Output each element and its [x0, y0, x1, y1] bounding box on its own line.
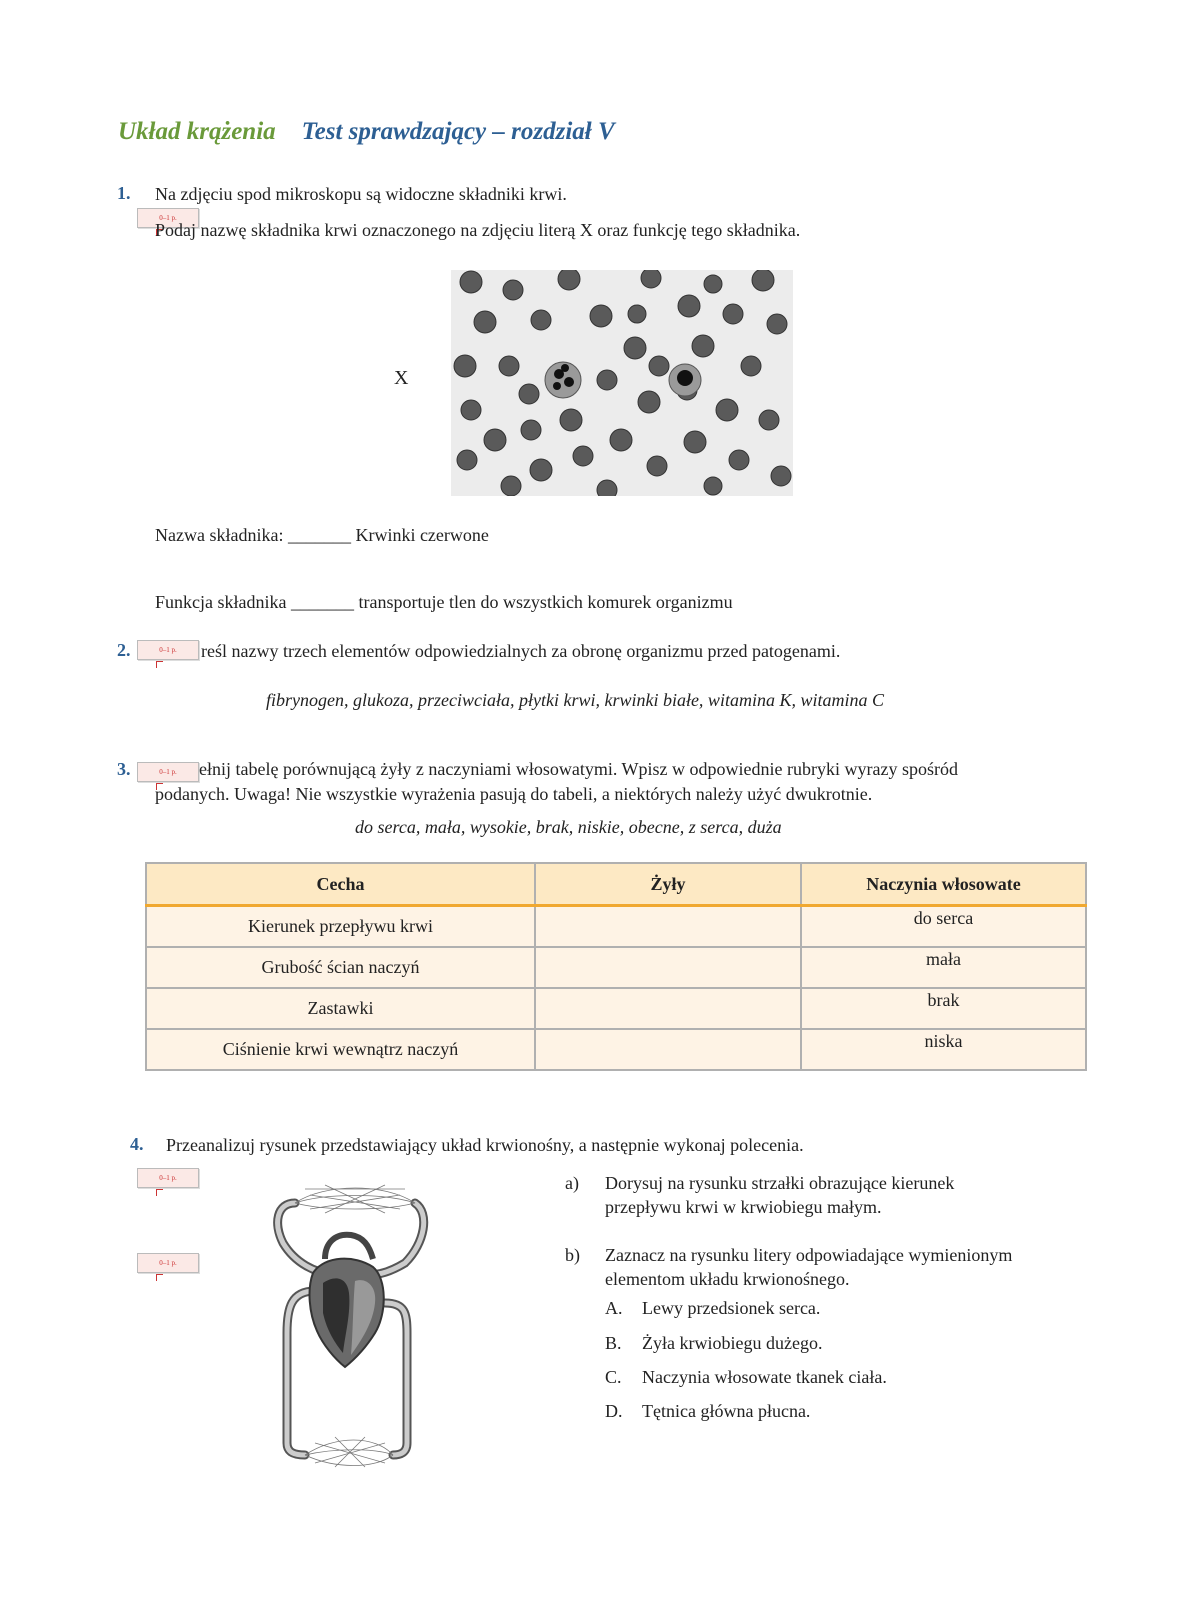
q3-line2: podanych. Uwaga! Nie wszystkie wyrażenia pasują do tabeli, a niektórych należy użyć dwukrotnie.: [155, 784, 873, 804]
page-title: [118, 118, 615, 146]
table-cell-input[interactable]: [535, 988, 801, 1029]
table-cell-input[interactable]: mała: [801, 947, 1086, 988]
q1-line1: Na zdjęciu spod mikroskopu są widoczne składniki krwi.: [155, 184, 567, 204]
table-cell: Ciśnienie krwi wewnątrz naczyń: [146, 1029, 535, 1070]
q2-line1: reśl nazwy trzech elementów odpowiedzialnych za obronę organizmu przed patogenami.: [201, 641, 841, 661]
table-cell: Zastawki: [146, 988, 535, 1029]
q4-a-line1: Dorysuj na rysunku strzałki obrazujące kierunek: [605, 1173, 955, 1193]
q3-options: do serca, mała, wysokie, brak, niskie, obecne, z serca, duża: [355, 817, 782, 837]
table-cell-input[interactable]: [535, 906, 801, 948]
q2-number: 2.: [117, 640, 131, 660]
q4-b-line1: Zaznacz na rysunku litery odpowiadające wymienionym: [605, 1245, 1013, 1265]
q4-a-label: a): [565, 1173, 579, 1193]
q1-func-label: Funkcja składnika _______ transportuje tlen do wszystkich komurek organizmu: [155, 592, 733, 612]
title-part1: Układ krążenia: [118, 118, 276, 145]
q4-points-box-a: 0–1 p.: [137, 1168, 199, 1188]
q2-options: fibrynogen, glukoza, przeciwciała, płytki krwi, krwinki białe, witamina K, witamina C: [266, 690, 884, 710]
table-cell-input[interactable]: brak: [801, 988, 1086, 1029]
comparison-table: [145, 862, 1087, 1071]
list-item: C. Naczynia włosowate tkanek ciała.: [605, 1367, 887, 1387]
list-item: A. Lewy przedsionek serca.: [605, 1298, 821, 1318]
q1-line2: Podaj nazwę składnika krwi oznaczonego na zdjęciu literą X oraz funkcję tego składnika.: [155, 220, 801, 240]
table-cell-input[interactable]: [535, 1029, 801, 1070]
q4-points-box-b: 0–1 p.: [137, 1253, 199, 1273]
table-header-cell: Naczynia włosowate: [801, 863, 1086, 906]
table-row: [146, 1029, 1086, 1070]
table-cell: Kierunek przepływu krwi: [146, 906, 535, 948]
title-part2: Test sprawdzający – rozdział V: [301, 118, 615, 145]
table-row: [146, 988, 1086, 1029]
microscope-photo: [451, 270, 793, 496]
q3-line1: ełnij tabelę porównującą żyły z naczyniami włosowatymi. Wpisz w odpowiednie rubryki wyrazy spośród: [199, 759, 958, 779]
table-row: [146, 906, 1086, 948]
table-header-row: [146, 863, 1086, 906]
table-cell-input[interactable]: [535, 947, 801, 988]
q2-points-box: 0–1 p.: [137, 640, 199, 660]
q1-number: 1.: [117, 183, 131, 203]
list-item: D. Tętnica główna płucna.: [605, 1401, 811, 1421]
table-cell-input[interactable]: niska: [801, 1029, 1086, 1070]
x-marker: X: [394, 367, 409, 389]
q4-number: 4.: [130, 1134, 144, 1154]
circulatory-system-drawing: [265, 1163, 435, 1468]
q4-b-label: b): [565, 1245, 580, 1265]
q1-name-label: Nazwa składnika: _______ Krwinki czerwone: [155, 525, 489, 545]
q4-a-line2: przepływu krwi w krwiobiegu małym.: [605, 1197, 882, 1217]
q1-points-box: 0–1 p.: [137, 208, 199, 228]
q4-line1: Przeanalizuj rysunek przedstawiający układ krwionośny, a następnie wykonaj polecenia.: [166, 1135, 804, 1155]
q4-b-line2: elementom układu krwionośnego.: [605, 1269, 850, 1289]
q3-number: 3.: [117, 759, 131, 779]
table-cell: Grubość ścian naczyń: [146, 947, 535, 988]
list-item: B. Żyła krwiobiegu dużego.: [605, 1333, 823, 1353]
table-header-cell: Żyły: [535, 863, 801, 906]
table-cell-input[interactable]: do serca: [801, 906, 1086, 948]
table-header-cell: Cecha: [146, 863, 535, 906]
q3-points-box: 0–1 p.: [137, 762, 199, 782]
table-row: [146, 947, 1086, 988]
